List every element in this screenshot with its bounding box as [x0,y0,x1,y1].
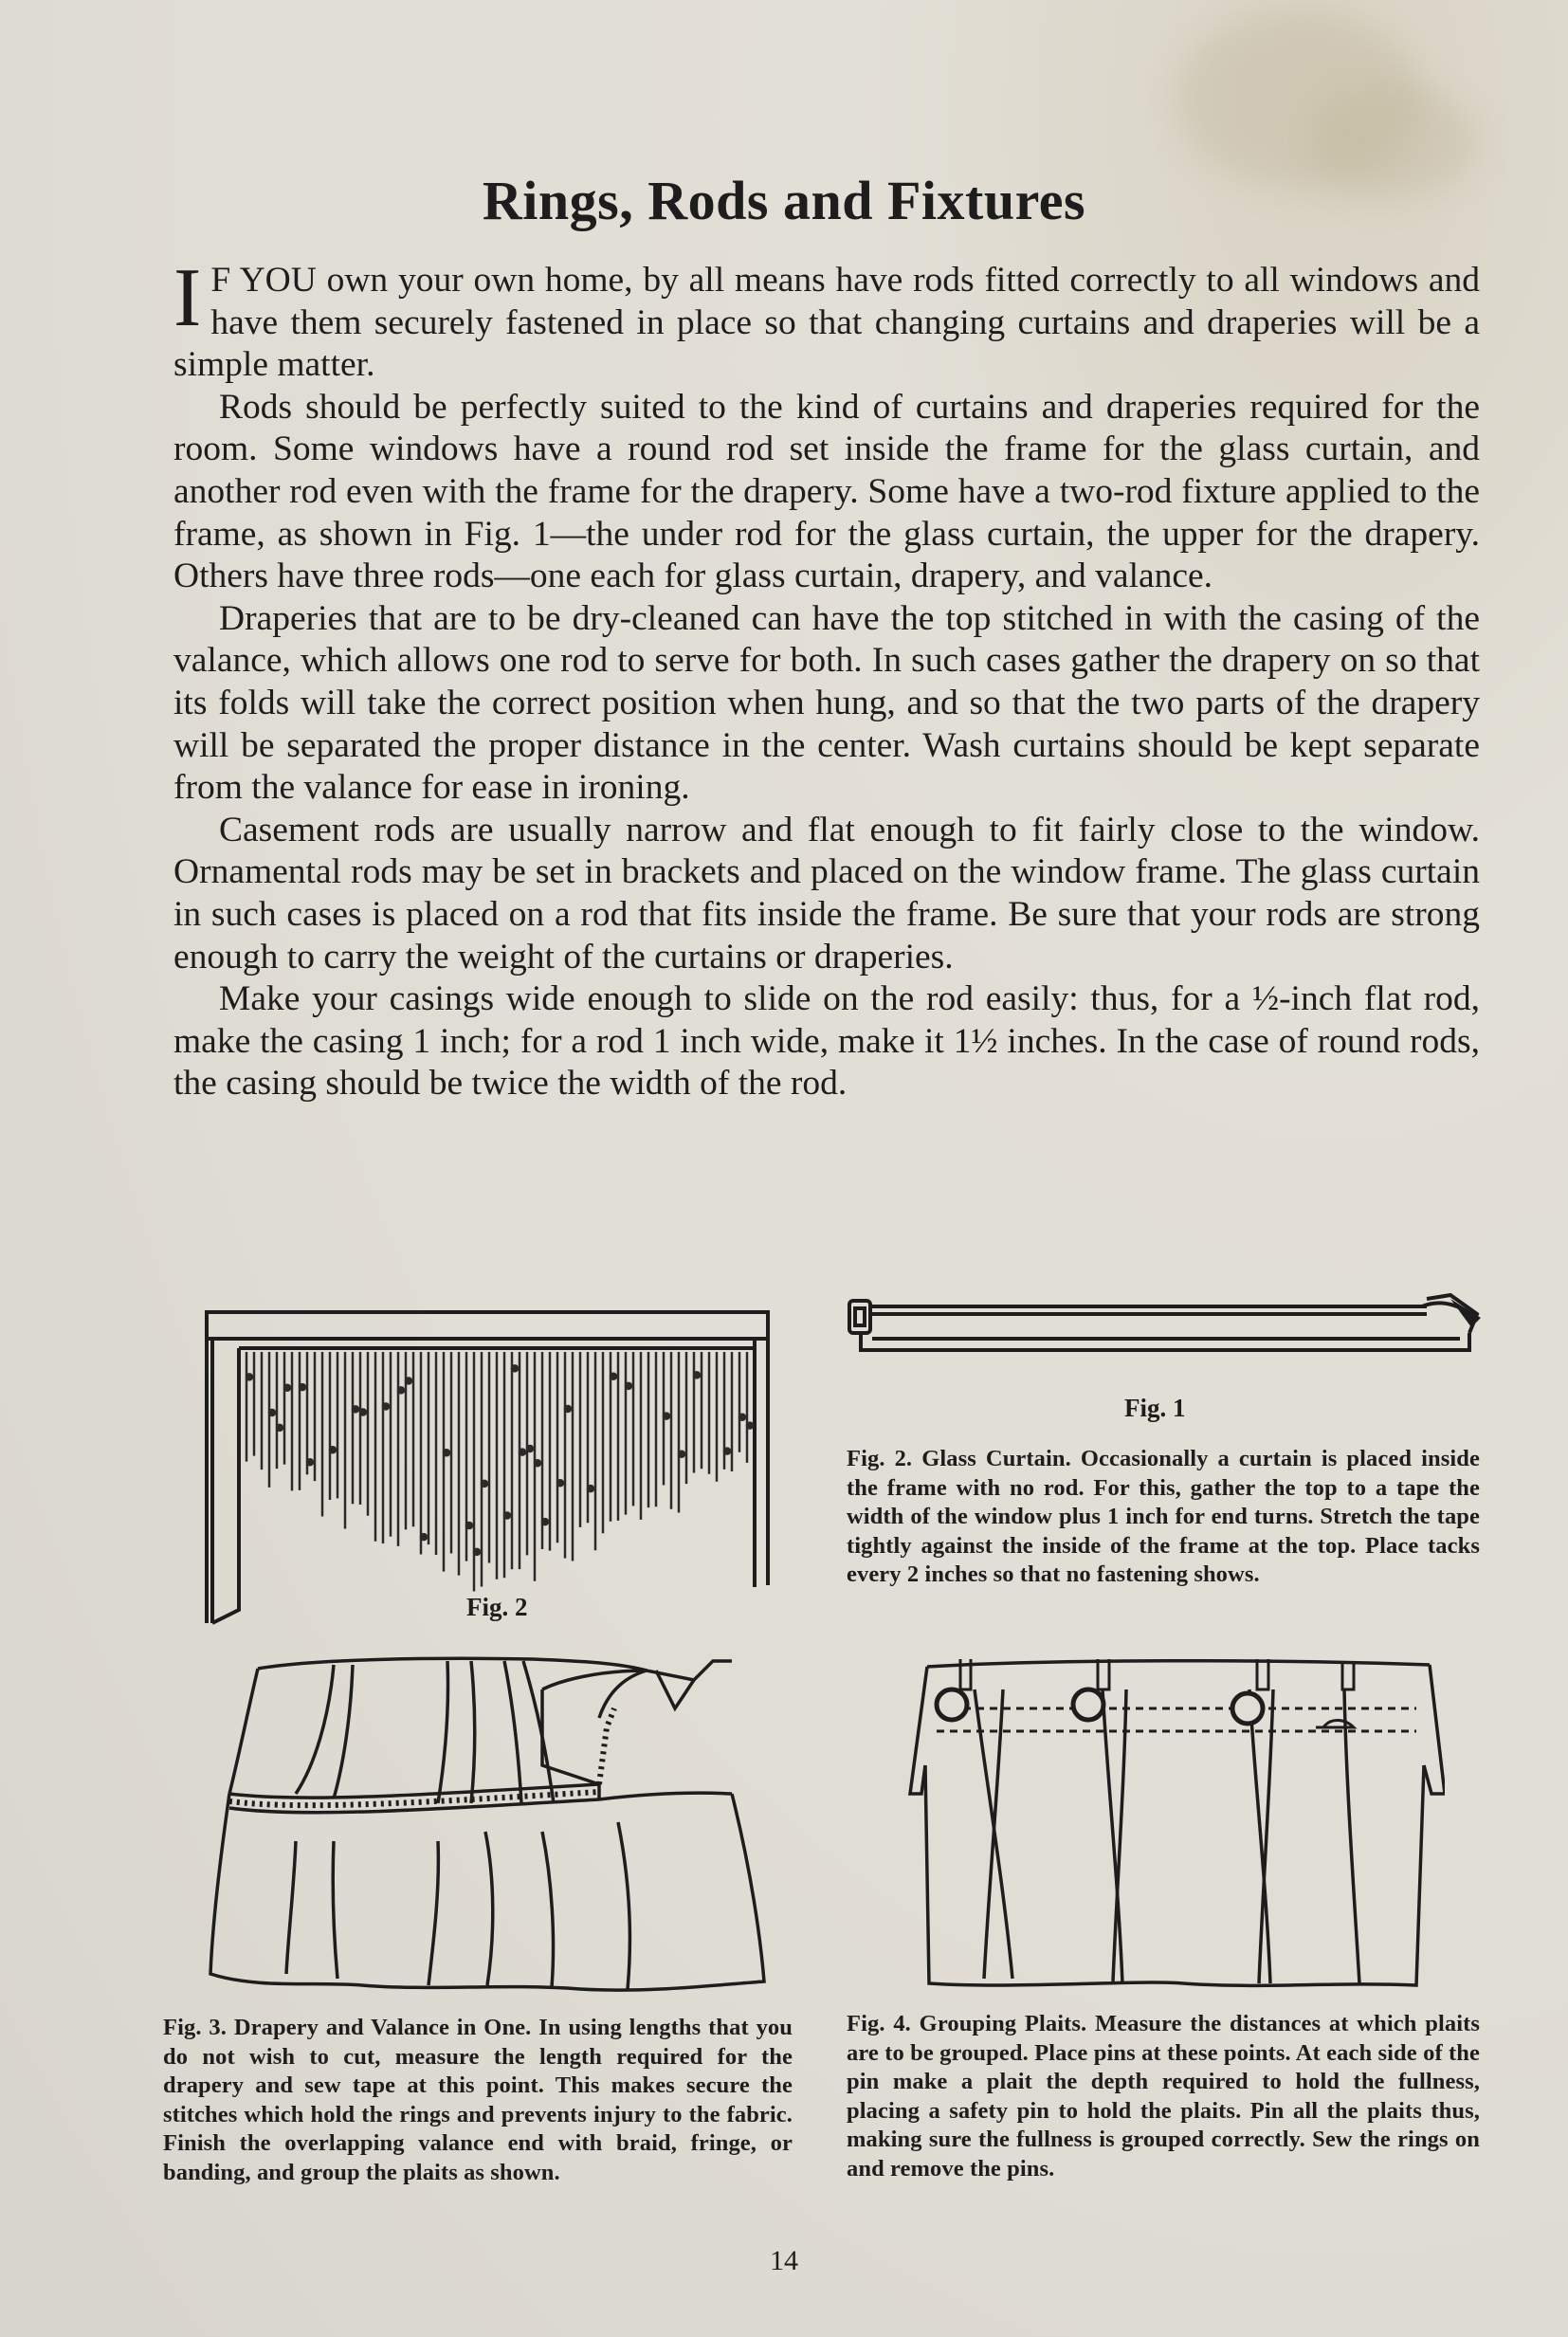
curtain-bead [679,1451,684,1457]
curtain-bead [474,1549,480,1555]
curtain-bead [527,1446,533,1451]
curtain-bead [626,1383,631,1389]
curtain-bead [360,1409,366,1415]
body-text [173,252,1480,1105]
fig2-caption: Fig. 2. Glass Curtain. Occasionally a curtain is placed inside the frame with no rod. For this, gather the top to a tape the width of the window plus 1 inch for end turns. Stretch the tape tightly against the inside of the frame at the top. Place tacks every 2 inches so that no fastening shows. [847,1446,1480,1587]
curtain-bead [269,1410,275,1415]
curtain-bead [542,1519,548,1525]
curtain-bead [535,1460,540,1466]
curtain-bead [284,1385,290,1391]
fig3-drapery-valance-illustration [201,1652,781,2002]
curtain-bead [504,1513,510,1519]
page-number: 14 [770,2245,798,2276]
curtain-bead [300,1384,305,1390]
fig2-glass-curtain-illustration [205,1310,770,1625]
curtain-bead [611,1374,616,1379]
fig1-rod-illustration [844,1289,1488,1365]
curtain-bead [588,1486,593,1491]
page-title: Rings, Rods and Fixtures [482,170,1086,231]
fig4-caption: Fig. 4. Grouping Plaits. Measure the distances at which plaits are to be grouped. Place pins at these points. At each side of the pin make a plait the depth required to hold the fullness, placing a safety pin to hold the plaits. Pin all the plaits thus, making sure the fullness is grouped correctly. Sew the rings on and remove the pins. [847,2011,1480,2182]
paragraph-1-text: F YOU own your own home, by all means have rods fitted correctly to all windows and have them securely fastened in place so that changing curtains and draperies will be a simple matter. [173,261,1480,385]
paragraph-4: Casement rods are usually narrow and flat enough to fit fairly close to the window. Ornamental rods may be set in brackets and placed on the window frame. The glass curtain in such cases is placed on a rod that fits inside the frame. Be sure that your rods are strong enough to carry the weight of the curtains or draperies. [173,810,1480,977]
curtain-bead [353,1406,358,1412]
fig3-caption: Fig. 3. Drapery and Valance in One. In using lengths that you do not wish to cut, measure the length required for the drapery and sew tape at this point. This makes secure the stitches which hold the rings and prevents injury to the fabric. Finish the overlapping valance end with braid, fringe, or banding, and group the plaits as shown. [163,2015,793,2185]
curtain-bead [466,1523,472,1528]
curtain-bead [664,1414,669,1419]
fig1-label: Fig. 1 [1124,1394,1186,1422]
curtain-bead [739,1415,745,1420]
curtain-bead [747,1423,753,1429]
curtain-bead [421,1534,427,1540]
curtain-bead [724,1449,730,1454]
curtain-bead [398,1387,404,1393]
curtain-bead [277,1425,283,1431]
curtain-bead [383,1404,389,1410]
curtain-bead [557,1480,563,1486]
curtain-bead [246,1374,252,1379]
curtain-bead [565,1406,571,1412]
paragraph-3: Draperies that are to be dry-cleaned can have the top stitched in with the casing of the valance, which allows one rod to serve for both. In such cases gather the drapery on so that its folds will take the correct position when hung, and so that the two parts of the drapery will be separated the proper distance in the center. Wash curtains should be kept separate from the valance for ease in ironing. [173,598,1480,808]
paragraph-5: Make your casings wide enough to slide on the rod easily: thus, for a ½-inch flat rod, make the casing 1 inch; for a rod 1 inch wide, make it 1½ inches. In the case of round rods, the casing should be twice the width of the rod. [173,979,1480,1104]
paragraph-1 [173,252,1480,387]
paragraph-2: Rods should be perfectly suited to the kind of curtains and draperies required for the room. Some windows have a round rod set inside the frame for the glass curtain, and another rod even with the frame for the drapery. Some have a two-rod fixture applied to the frame, as shown in Fig. 1—the under rod for the glass curtain, the upper for the drapery. Others have three rods—one each for glass curtain, drapery, and valance. [173,387,1480,596]
curtain-bead [482,1481,487,1487]
curtain-bead [694,1372,700,1378]
curtain-bead [520,1450,525,1455]
fig2-label: Fig. 2 [466,1593,528,1621]
curtain-bead [512,1365,518,1371]
curtain-bead [406,1378,411,1384]
drop-cap: I [173,252,202,344]
curtain-bead [444,1450,449,1455]
curtain-bead [307,1459,313,1465]
curtain-bead [330,1447,336,1452]
fig4-grouping-plaits-illustration [899,1652,1445,1989]
